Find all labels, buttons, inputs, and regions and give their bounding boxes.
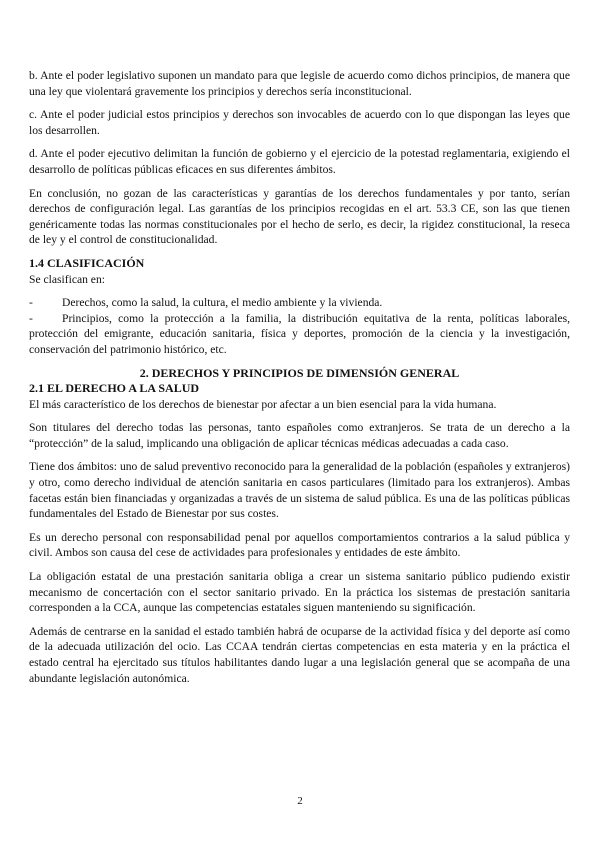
subsection-heading-derecho-salud: 2.1 EL DERECHO A LA SALUD [29, 381, 200, 396]
paragraph-conclusion: En conclusión, no gozan de las características y garantías de los derechos fundamentales y por tanto, serían derechos de configuración legal. Las garantías de los principios recogidas en el art. 53.3 CE, son las que tienen genéricamente todas las normas constitucionales por el hecho de serlo, es decir, la rigidez constitucional, la reseca de ley y el control de constitucionalidad. [29, 186, 570, 247]
page-number: 2 [297, 795, 303, 807]
list-dash: - [29, 296, 33, 310]
list-item-text: Derechos, como la salud, la cultura, el medio ambiente y la vivienda. [62, 296, 383, 310]
salud-paragraph: Es un derecho personal con responsabilidad penal por aquellos comportamientos contrarios a la salud pública y civil. Ambos son causa del cese de actividades para profesionales y entidades de este ámbito. [29, 530, 570, 560]
salud-paragraph: Además de centrarse en la sanidad el estado también habrá de ocuparse de la actividad física y del deporte así como de la adecuada utilización del ocio. Las CCAA tendrán ciertas competencias en esta materia y en la práctica el estado central ha ejercitado sus títulos habilitantes dando lugar a una legislación general que se acompaña de una abundante legislación autonómica. [29, 624, 570, 685]
page-content [29, 68, 570, 694]
list-item [29, 311, 570, 358]
salud-paragraph: Son titulares del derecho todas las personas, tanto españoles como extranjeros. Se trata de un derecho a la “protección” de la salud, implicando una obligación de aplicar técnicas médicas adecuadas a cada caso. [29, 421, 570, 450]
list-item-text: Principios, como la protección a la familia, la distribución equitativa de la renta, políticas laborales, protección del emigrante, educación sanitaria, física y deportes, promoción de la ciencia y la investigación, conservación del patrimonio histórico, etc. [29, 311, 570, 356]
salud-paragraph: El más característico de los derechos de bienestar por afectar a un bien esencial para la vida humana. [29, 397, 497, 411]
paragraph-c: c. Ante el poder judicial estos principios y derechos son invocables de acuerdo con lo que dispongan las leyes que los desarrollen. [29, 108, 570, 137]
list-dash: - [29, 311, 33, 325]
salud-paragraph: Tiene dos ámbitos: uno de salud preventivo reconocido para la generalidad de la población (españoles y extranjeros) y otro, como derecho individual de atención sanitaria en casos particulares (limitado para los extranjeros). Ambas facetas están bien financiadas y organizadas a través de un sistema de salud pública. Es una de las políticas públicas fundamentales del Estado de Bienestar por sus costes. [29, 460, 570, 521]
clasificacion-list [29, 295, 570, 357]
section-heading-derechos-principios: 2. DERECHOS Y PRINCIPIOS DE DIMENSIÓN GENERAL [139, 365, 460, 380]
paragraph-d: d. Ante el poder ejecutivo delimitan la función de gobierno y el ejercicio de la potestad reglamentaria, exigiendo el desarrollo de políticas públicas eficaces en sus diferentes ámbitos. [29, 147, 570, 176]
paragraph-b: b. Ante el poder legislativo suponen un mandato para que legisle de acuerdo como dichos principios, de manera que una ley que violentará gravemente los principios y derechos sería inconstitucional. [29, 69, 570, 98]
salud-paragraph: La obligación estatal de una prestación sanitaria obliga a crear un sistema sanitario público pudiendo existir mecanismo de concertación con el sector sanitario privado. En la práctica los sistemas de prestación sanitaria corresponden a la CCA, aunque las competencias estatales siguen manteniendo su significación. [29, 570, 570, 615]
clasificacion-intro: Se clasifican en: [29, 272, 105, 286]
section-heading-clasificacion: 1.4 CLASIFICACIÓN [29, 255, 145, 270]
list-item [29, 295, 570, 311]
